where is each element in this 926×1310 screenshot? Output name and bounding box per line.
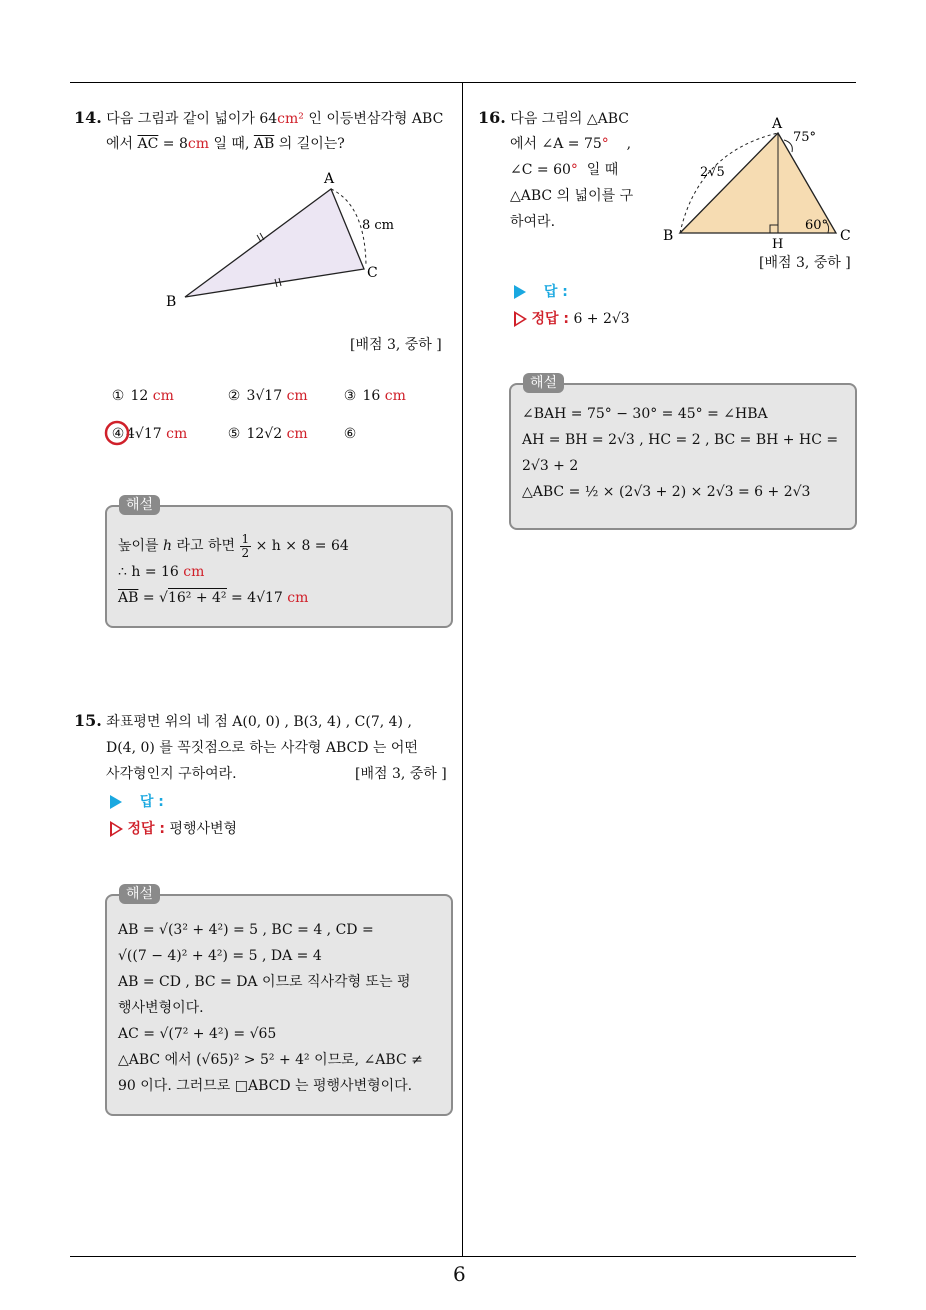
q15-correct-row: 정답 : 평행사변형 <box>110 819 237 839</box>
q16-line-5: 하여라. <box>510 214 556 230</box>
play-icon <box>110 795 122 809</box>
q14-sol-line-3: $\overline{AB} = √16^2 + 4^2 = 4√17$ cm <box>118 590 309 606</box>
play-outline-icon <box>514 311 527 327</box>
q15-sol-line-1: AB = √(3² + 4²) = 5 , BC = 4 , CD = <box>118 922 374 938</box>
q16-label-h: H <box>772 237 784 252</box>
q14-fraction: $\frac{1}{2}$ <box>241 531 250 560</box>
q16-solution-tag: 해설 <box>523 373 564 393</box>
q16-label-side: 2√5 <box>700 165 725 180</box>
q16-label-angle-c: 60° <box>805 218 829 233</box>
play-icon <box>514 285 526 299</box>
q16-label-b: B <box>663 228 674 244</box>
q14-choice-2[interactable]: ② 3√17 cm <box>227 388 308 404</box>
q15-line-2: D(4, 0) 를 꼭짓점으로 하는 사각형 ABCD 는 어떤 <box>106 740 418 756</box>
q15-score: [배점 3, 중하 ] <box>355 766 447 782</box>
q16-answer-row[interactable]: 답 : <box>514 282 568 302</box>
q16-sol-line-4: △ABC = ½ × (2√3 + 2) × 2√3 = 6 + 2√3 <box>522 484 811 500</box>
q14-solution-tag: 해설 <box>119 495 160 515</box>
q14-label-c: C <box>367 265 378 281</box>
q16-sol-line-1: ∠BAH = 75° − 30° = 45° = ∠HBA <box>522 406 768 422</box>
q15-sol-line-5: AC = √(7² + 4²) = √65 <box>118 1026 277 1042</box>
q14-label-a: A <box>324 171 335 187</box>
q16-label-angle-a: 75° <box>793 130 817 145</box>
q14-number: 14. <box>74 108 102 127</box>
play-outline-icon <box>110 821 123 837</box>
q15-sol-line-4: 행사변형이다. <box>118 1000 204 1016</box>
q14-choice-1[interactable]: ① 12 cm <box>111 388 174 404</box>
q14-choice-6[interactable]: ⑥ <box>343 426 357 442</box>
q16-sol-line-2: AH = BH = 2√3 , HC = 2 , BC = BH + HC = <box>522 432 839 448</box>
q15-sol-line-2: √((7 − 4)² + 4²) = 5 , DA = 4 <box>118 948 322 964</box>
q15-number: 15. <box>74 711 102 730</box>
q14-triangle-figure <box>160 165 400 315</box>
q16-sol-line-3: 2√3 + 2 <box>522 458 579 474</box>
q14-choice-3[interactable]: ③ 16 cm <box>343 388 406 404</box>
q16-line-1: 16. 다음 그림의 △ABC <box>478 108 629 127</box>
top-rule <box>70 82 856 83</box>
q15-line-3: 사각형인지 구하여라. <box>106 766 237 782</box>
q14-line-2: 에서 $\overline{AC} = 8cm$ 일 때, $\overline{AB}$ 의 길이는? <box>106 136 345 152</box>
q15-sol-line-6: △ABC 에서 (√65)² > 5² + 4² 이므로, ∠ABC ≠ <box>118 1052 423 1068</box>
q14-sol-line-2: ∴ h = 16 cm <box>118 564 205 580</box>
q16-label-a: A <box>772 116 783 132</box>
q16-line-2: 에서 ∠A = 75° , <box>510 136 632 152</box>
page-number: 6 <box>453 1262 466 1286</box>
q15-line-1: 15. 좌표평면 위의 네 점 A(0, 0) , B(3, 4) , C(7, 4) , <box>74 711 412 730</box>
q14-score: [배점 3, 중하 ] <box>350 337 442 353</box>
column-divider <box>462 82 463 1256</box>
q14-choice-4[interactable]: ④ 4√17 cm <box>111 426 188 442</box>
q15-sol-line-7: 90 이다. 그러므로 □ABCD 는 평행사변형이다. <box>118 1078 413 1094</box>
q14-line-1: 14. 다음 그림과 같이 넓이가 64cm² 인 이등변삼각형 ABC <box>74 108 444 127</box>
q16-label-c: C <box>840 228 851 244</box>
q16-number: 16. <box>478 108 506 127</box>
q14-correct-circle-icon <box>103 419 131 447</box>
q14-choice-5[interactable]: ⑤ 12√2 cm <box>227 426 308 442</box>
q15-answer-row[interactable]: 답 : <box>110 792 164 812</box>
q15-sol-line-3: AB = CD , BC = DA 이므로 직사각형 또는 평 <box>118 974 411 990</box>
q14-sol-line-1: 높이를 h 라고 하면 $\frac{1}{2}$ × h × 8 = 64 <box>118 531 349 560</box>
q15-solution-tag: 해설 <box>119 884 160 904</box>
q16-correct-row: 정답 : 6 + 2√3 <box>514 309 630 329</box>
q16-triangle-figure <box>660 112 860 252</box>
q16-score: [배점 3, 중하 ] <box>759 255 851 271</box>
q16-line-3: ∠C = 60° 일 때 <box>510 162 619 178</box>
q14-label-len: 8 cm <box>362 218 395 233</box>
q16-line-4: △ABC 의 넓이를 구 <box>510 188 634 204</box>
bottom-rule <box>70 1256 856 1257</box>
q14-label-b: B <box>166 294 177 310</box>
